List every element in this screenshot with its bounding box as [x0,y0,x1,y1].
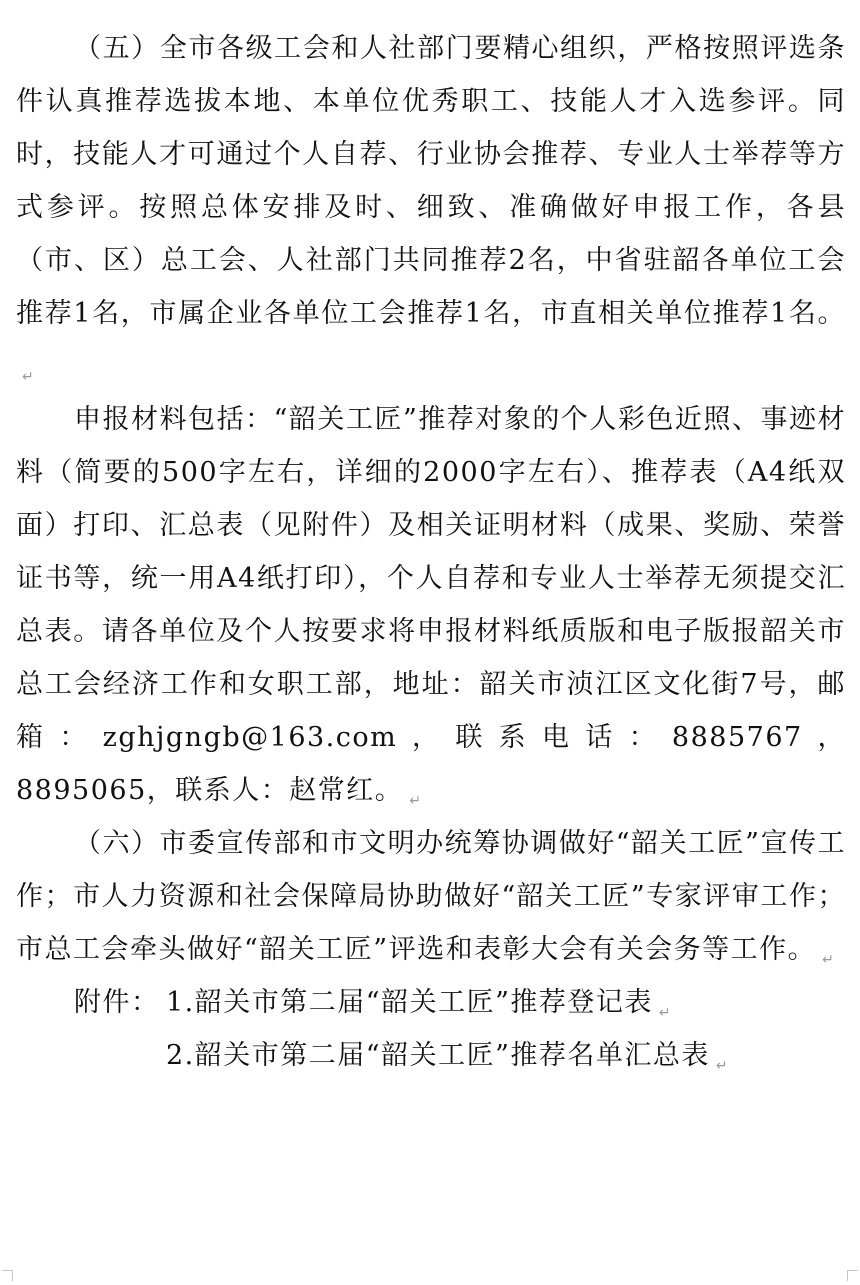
page-corner-mark [2,1270,13,1281]
paragraph-mark-icon: ↵ [409,793,423,809]
paragraph-mark-icon: ↵ [822,952,836,968]
paragraph-text: 申报材料包括：“韶关工匠”推荐对象的个人彩色近照、事迹材料（简要的500字左右，详细的2000字左右）、推荐表（A4纸双面）打印、汇总表（见附件）及相关证明材料（成果、奖励、荣誉证书等，统一用A4纸打印），个人自荐和专业人士举荐无须提交汇总表。请各单位及个人按要求将申报材料纸质版和电子版报韶关市总工会经济工作和女职工部，地址：韶关市浈江区文化街7号，邮箱：zghjgngb@163.com，联系电话：8885767，8895065，联系人：赵常红。 [16,404,846,806]
paragraph-mark-icon: ↵ [658,1005,673,1021]
paragraph-submission-materials [16,393,846,817]
paragraph-text: （六）市委宣传部和市文明办统筹协调做好“韶关工匠”宣传工作；市人力资源和社会保障局协助做好“韶关工匠”专家评审工作；市总工会牵头做好“韶关工匠”评选和表彰大会有关会务等工作。 [16,828,846,965]
attachment-line-1 [16,976,846,1029]
paragraph-section-five [16,22,846,393]
paragraph-mark-icon: ↵ [715,1058,730,1074]
attachment-label: 附件： [74,987,160,1018]
page-corner-mark [847,1270,858,1281]
attachment-item: 2.韶关市第二届“韶关工匠”推荐名单汇总表 [166,1040,710,1071]
paragraph-section-six [16,817,846,976]
attachment-line-2 [16,1029,846,1082]
paragraph-mark-icon: ↵ [22,369,36,385]
document-body [16,22,846,1082]
attachment-item: 1.韶关市第二届“韶关工匠”推荐登记表 [166,987,653,1018]
paragraph-text: （五）全市各级工会和人社部门要精心组织，严格按照评选条件认真推荐选拔本地、本单位优秀职工、技能人才入选参评。同时，技能人才可通过个人自荐、行业协会推荐、专业人士举荐等方式参评。按照总体安排及时、细致、准确做好申报工作，各县（市、区）总工会、人社部门共同推荐2名，中省驻韶各单位工会推荐1名，市属企业各单位工会推荐1名，市直相关单位推荐1名。 [16,33,846,329]
